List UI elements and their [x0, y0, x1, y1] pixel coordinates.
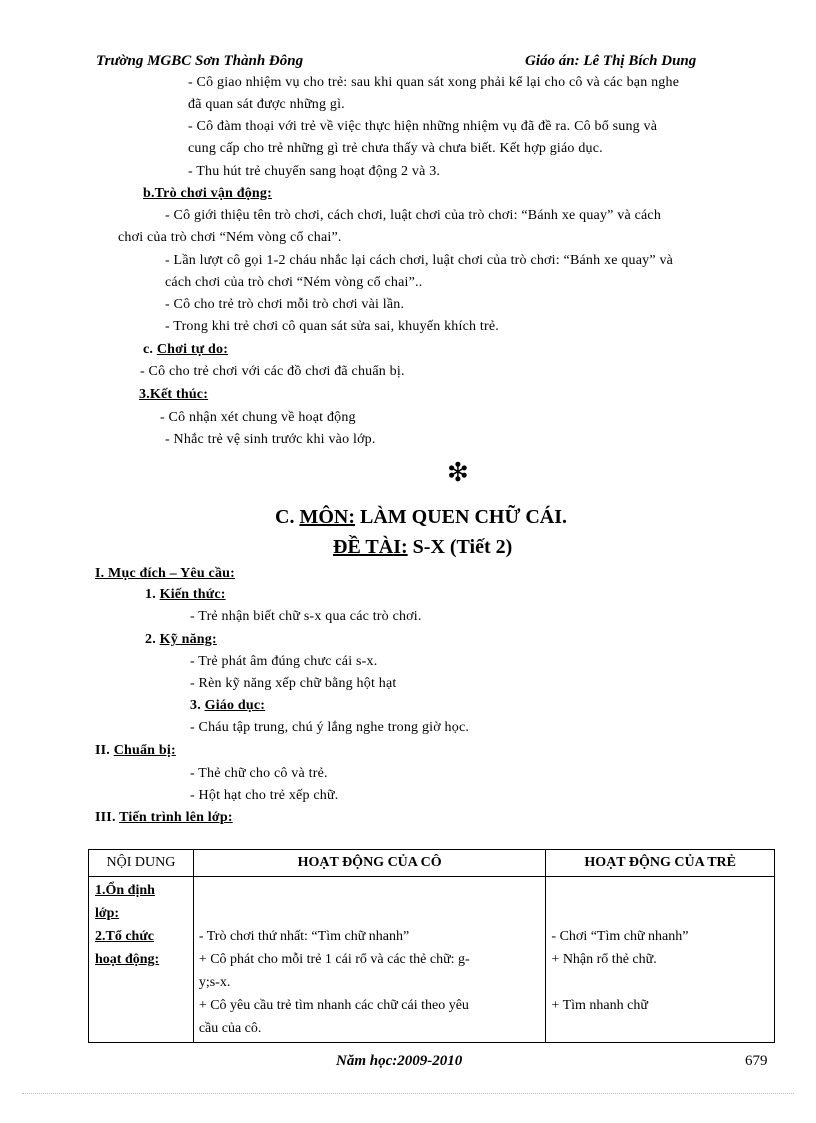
- intro-line: - Cô giao nhiệm vụ cho trẻ: sau khi quan sát xong phải kể lại cho cô và các bạn nghe: [188, 75, 680, 90]
- header-school: Trường MGBC Sơn Thành Đông: [96, 53, 304, 69]
- subject-label: MÔN:: [299, 506, 355, 528]
- lesson-subject-title: [275, 506, 567, 529]
- child-line: + Nhận rổ thẻ chữ.: [551, 952, 657, 967]
- part-1-label: I. Mục đích – Yêu cầu:: [95, 566, 235, 581]
- child-line: [551, 971, 770, 994]
- table-row: [89, 877, 775, 1043]
- col-header-child: HOẠT ĐỘNG CỦA TRẺ: [546, 850, 775, 877]
- section-c-prefix: c.: [143, 342, 157, 357]
- section-c-line: - Cô cho trẻ chơi với các đồ chơi đã chuẩn bị.: [140, 364, 405, 379]
- teacher-line: cầu của cô.: [198, 1021, 262, 1036]
- child-line: - Chơi “Tìm chữ nhanh”: [551, 929, 689, 944]
- knowledge-heading: [145, 587, 226, 603]
- part-2-num: II.: [95, 743, 114, 758]
- footer-school-year: Năm học:2009-2010: [336, 1053, 463, 1069]
- skills-line: - Rèn kỹ năng xếp chữ bằng hột hạt: [190, 676, 397, 691]
- child-cell: [546, 877, 775, 1043]
- section-3-heading: 3.Kết thúc:: [139, 387, 209, 402]
- knowledge-line: - Trẻ nhận biết chữ s-x qua các trò chơi.: [190, 609, 422, 624]
- subject-text: LÀM QUEN CHỮ CÁI.: [355, 506, 568, 528]
- part-3-heading: [95, 810, 233, 826]
- part-2-label: Chuẩn bị:: [113, 743, 176, 758]
- topic-text: S-X (Tiết 2): [407, 536, 513, 558]
- skills-num: 2.: [145, 632, 160, 647]
- education-label: Giáo dục:: [204, 698, 266, 713]
- topic-label: ĐỀ TÀI:: [333, 536, 408, 558]
- section-3-line: - Cô nhận xét chung về hoạt động: [160, 410, 356, 425]
- section-c-label: Chơi tự do:: [156, 342, 229, 357]
- section-b-line: - Lần lượt cô gọi 1-2 cháu nhắc lại cách chơi, luật chơi của trò chơi: “Bánh xe quay” và: [165, 253, 674, 268]
- teacher-line: y;s-x.: [198, 975, 231, 990]
- skills-line: - Trẻ phát âm đúng chưc cái s-x.: [190, 654, 378, 669]
- lesson-plan-table: [88, 849, 775, 1043]
- section-b-line: - Cô giới thiệu tên trò chơi, cách chơi, luật chơi của trò chơi: “Bánh xe quay” và cách: [165, 208, 662, 223]
- part-2-heading: [95, 743, 176, 759]
- col-header-teacher: HOẠT ĐỘNG CỦA CÔ: [193, 850, 546, 877]
- content-cell: [89, 877, 194, 1043]
- section-b-line: cách chơi của trò chơi “Ném vòng cổ chai”..: [165, 275, 423, 290]
- knowledge-num: 1.: [145, 587, 160, 602]
- section-b-line: - Trong khi trẻ chơi cô quan sát sửa sai, khuyến khích trẻ.: [165, 319, 499, 334]
- header-teacher: Giáo án: Lê Thị Bích Dung: [525, 53, 697, 69]
- intro-line: - Cô đàm thoại với trẻ về việc thực hiện những nhiệm vụ đã đề ra. Cô bổ sung và: [188, 119, 658, 134]
- teacher-cell: [193, 877, 546, 1043]
- divider-asterism: ❇: [447, 458, 469, 487]
- part-1-heading: [95, 566, 235, 582]
- section-b-line: - Cô cho trẻ trò chơi mỗi trò chơi vài lần.: [165, 297, 405, 312]
- content-line: hoạt động:: [95, 952, 160, 967]
- page-number: 679: [745, 1053, 768, 1069]
- part-3-label: Tiến trình lên lớp:: [119, 810, 233, 825]
- col-header-content: NỘI DUNG: [89, 850, 194, 877]
- education-num: 3.: [190, 698, 205, 713]
- teacher-line: - Trò chơi thứ nhất: “Tìm chữ nhanh”: [198, 929, 410, 944]
- teacher-line: + Cô phát cho mỗi trẻ 1 cái rổ và các thẻ chữ: g-: [198, 952, 470, 967]
- education-line: - Cháu tập trung, chú ý lắng nghe trong giờ học.: [190, 720, 470, 735]
- section-b-line: chơi của trò chơi “Ném vòng cổ chai”.: [118, 230, 342, 245]
- intro-line: đã quan sát được những gì.: [188, 97, 345, 112]
- section-c-heading: [143, 342, 228, 358]
- content-line: lớp:: [95, 906, 120, 921]
- education-heading: [190, 698, 265, 714]
- skills-heading: [145, 632, 217, 648]
- lesson-prefix: C.: [275, 506, 300, 528]
- table-header-row: [89, 850, 775, 877]
- intro-line: cung cấp cho trẻ những gì trẻ chưa thấy và chưa biết. Kết hợp giáo dục.: [188, 141, 603, 156]
- teacher-line: + Cô yêu cầu trẻ tìm nhanh các chữ cái theo yêu: [198, 998, 469, 1013]
- knowledge-label: Kiến thức:: [159, 587, 226, 602]
- skills-label: Kỹ năng:: [159, 632, 217, 647]
- intro-line: - Thu hút trẻ chuyển sang hoạt động 2 và 3.: [188, 164, 441, 179]
- part-3-num: III.: [95, 810, 120, 825]
- section-b-heading: b.Trò chơi vận động:: [143, 186, 272, 201]
- footer-divider: [22, 1093, 794, 1094]
- content-line: 2.Tổ chức: [95, 929, 154, 944]
- section-3-line: - Nhắc trẻ vệ sinh trước khi vào lớp.: [165, 432, 376, 447]
- part-2-line: - Thẻ chữ cho cô và trẻ.: [190, 766, 328, 781]
- content-line: 1.Ổn định: [95, 883, 155, 898]
- child-line: + Tìm nhanh chữ: [551, 998, 648, 1013]
- lesson-topic-title: [333, 536, 512, 559]
- part-2-line: - Hột hạt cho trẻ xếp chữ.: [190, 788, 339, 803]
